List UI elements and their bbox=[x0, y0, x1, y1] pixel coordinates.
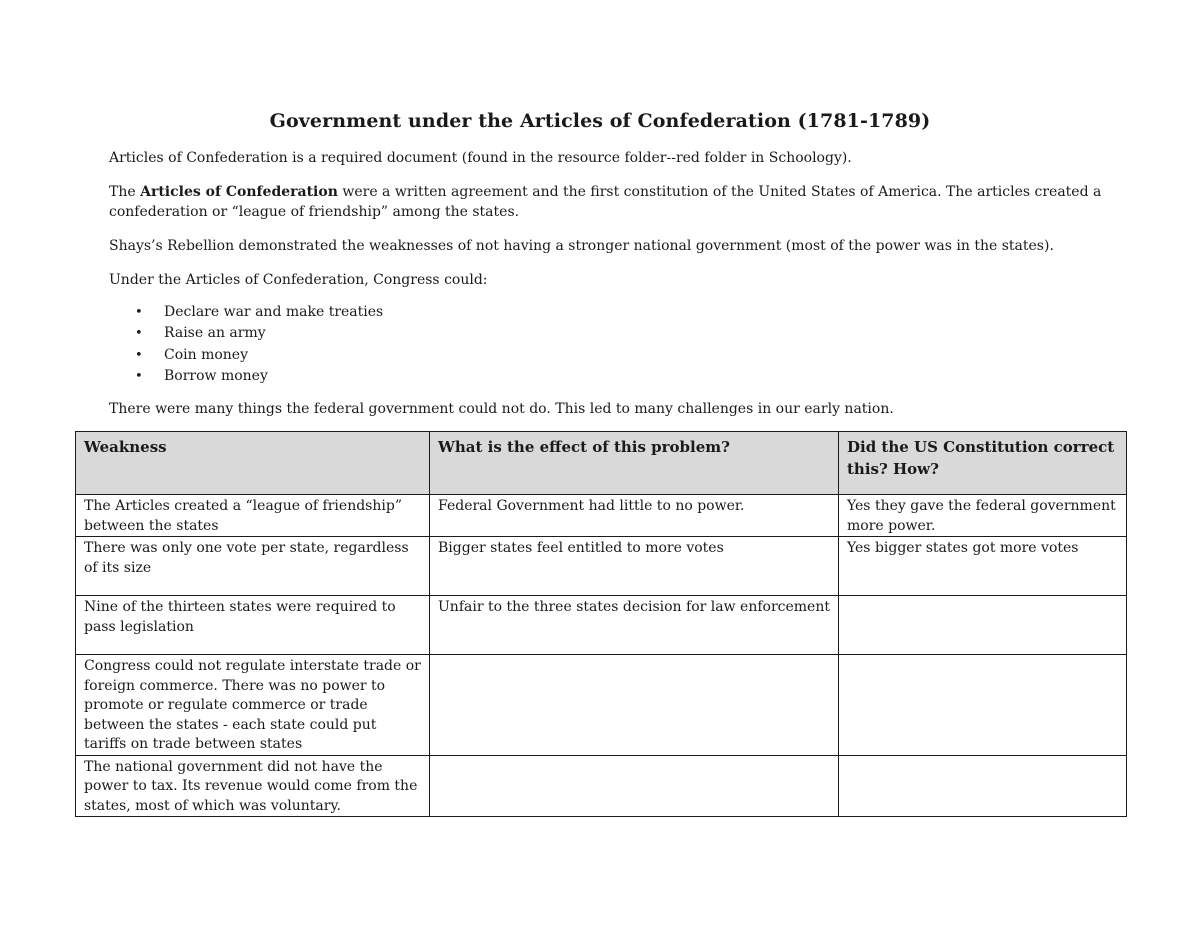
correction-cell bbox=[839, 596, 1127, 655]
effect-cell: Bigger states feel entitled to more votes bbox=[430, 537, 839, 596]
intro-paragraph: Articles of Confederation is a required document (found in the resource folder--red folder in Schoology). bbox=[109, 150, 852, 166]
list-item-text: Borrow money bbox=[164, 367, 268, 384]
articles-description-suffix: were a written agreement and the first constitution of the United States of America. The articles created a confederation or “league of friendship” among the states. bbox=[109, 184, 1102, 220]
bullet-icon: • bbox=[135, 368, 143, 384]
list-item-text: Raise an army bbox=[164, 325, 266, 342]
list-item-text: Declare war and make treaties bbox=[164, 304, 384, 320]
list-item bbox=[109, 302, 383, 323]
table-row bbox=[76, 655, 1127, 756]
list-item-text: Coin money bbox=[164, 346, 248, 363]
correction-cell: Yes they gave the federal government more power. bbox=[839, 495, 1127, 537]
articles-of-confederation-bold: Articles of Confederation bbox=[140, 184, 338, 200]
weakness-cell: The Articles created a “league of friendship” between the states bbox=[76, 495, 430, 537]
table-header-row bbox=[76, 432, 1127, 495]
effect-cell bbox=[430, 755, 839, 817]
congress-powers-intro: Under the Articles of Confederation, Congress could: bbox=[109, 272, 488, 288]
document-title: Government under the Articles of Confederation (1781-1789) bbox=[269, 110, 931, 132]
bullet-icon: • bbox=[135, 326, 143, 342]
header-effect: What is the effect of this problem? bbox=[430, 432, 839, 495]
weakness-cell: There was only one vote per state, regardless of its size bbox=[76, 537, 430, 596]
table-row bbox=[76, 755, 1127, 817]
table-row bbox=[76, 495, 1127, 537]
header-constitution-correction: Did the US Constitution correct this? How? bbox=[839, 432, 1127, 495]
shays-rebellion-paragraph: Shays’s Rebellion demonstrated the weaknesses of not having a stronger national government (most of the power was in the states). bbox=[109, 238, 1054, 254]
weakness-cell: Nine of the thirteen states were required to pass legislation bbox=[76, 596, 430, 655]
effect-cell: Federal Government had little to no power. bbox=[430, 495, 839, 537]
correction-cell bbox=[839, 755, 1127, 817]
challenges-paragraph: There were many things the federal government could not do. This led to many challenges in our early nation. bbox=[109, 401, 894, 417]
articles-description-prefix: The bbox=[109, 184, 141, 200]
weakness-table bbox=[75, 431, 1127, 817]
list-item bbox=[109, 345, 383, 366]
bullet-icon: • bbox=[135, 305, 143, 320]
correction-cell bbox=[839, 655, 1127, 756]
bullet-icon: • bbox=[135, 347, 143, 363]
articles-description-paragraph bbox=[109, 182, 1109, 222]
table-row bbox=[76, 596, 1127, 655]
list-item bbox=[109, 323, 383, 344]
effect-cell: Unfair to the three states decision for law enforcement bbox=[430, 596, 839, 655]
weakness-cell: The national government did not have the power to tax. Its revenue would come from the states, most of which was voluntary. bbox=[76, 755, 430, 817]
header-weakness: Weakness bbox=[76, 432, 430, 495]
congress-powers-list bbox=[109, 302, 383, 387]
correction-cell: Yes bigger states got more votes bbox=[839, 537, 1127, 596]
table-row bbox=[76, 537, 1127, 596]
weakness-cell: Congress could not regulate interstate trade or foreign commerce. There was no power to promote or regulate commerce or trade between the states - each state could put tariffs on trade between states bbox=[76, 655, 430, 756]
list-item bbox=[109, 366, 383, 387]
effect-cell bbox=[430, 655, 839, 756]
